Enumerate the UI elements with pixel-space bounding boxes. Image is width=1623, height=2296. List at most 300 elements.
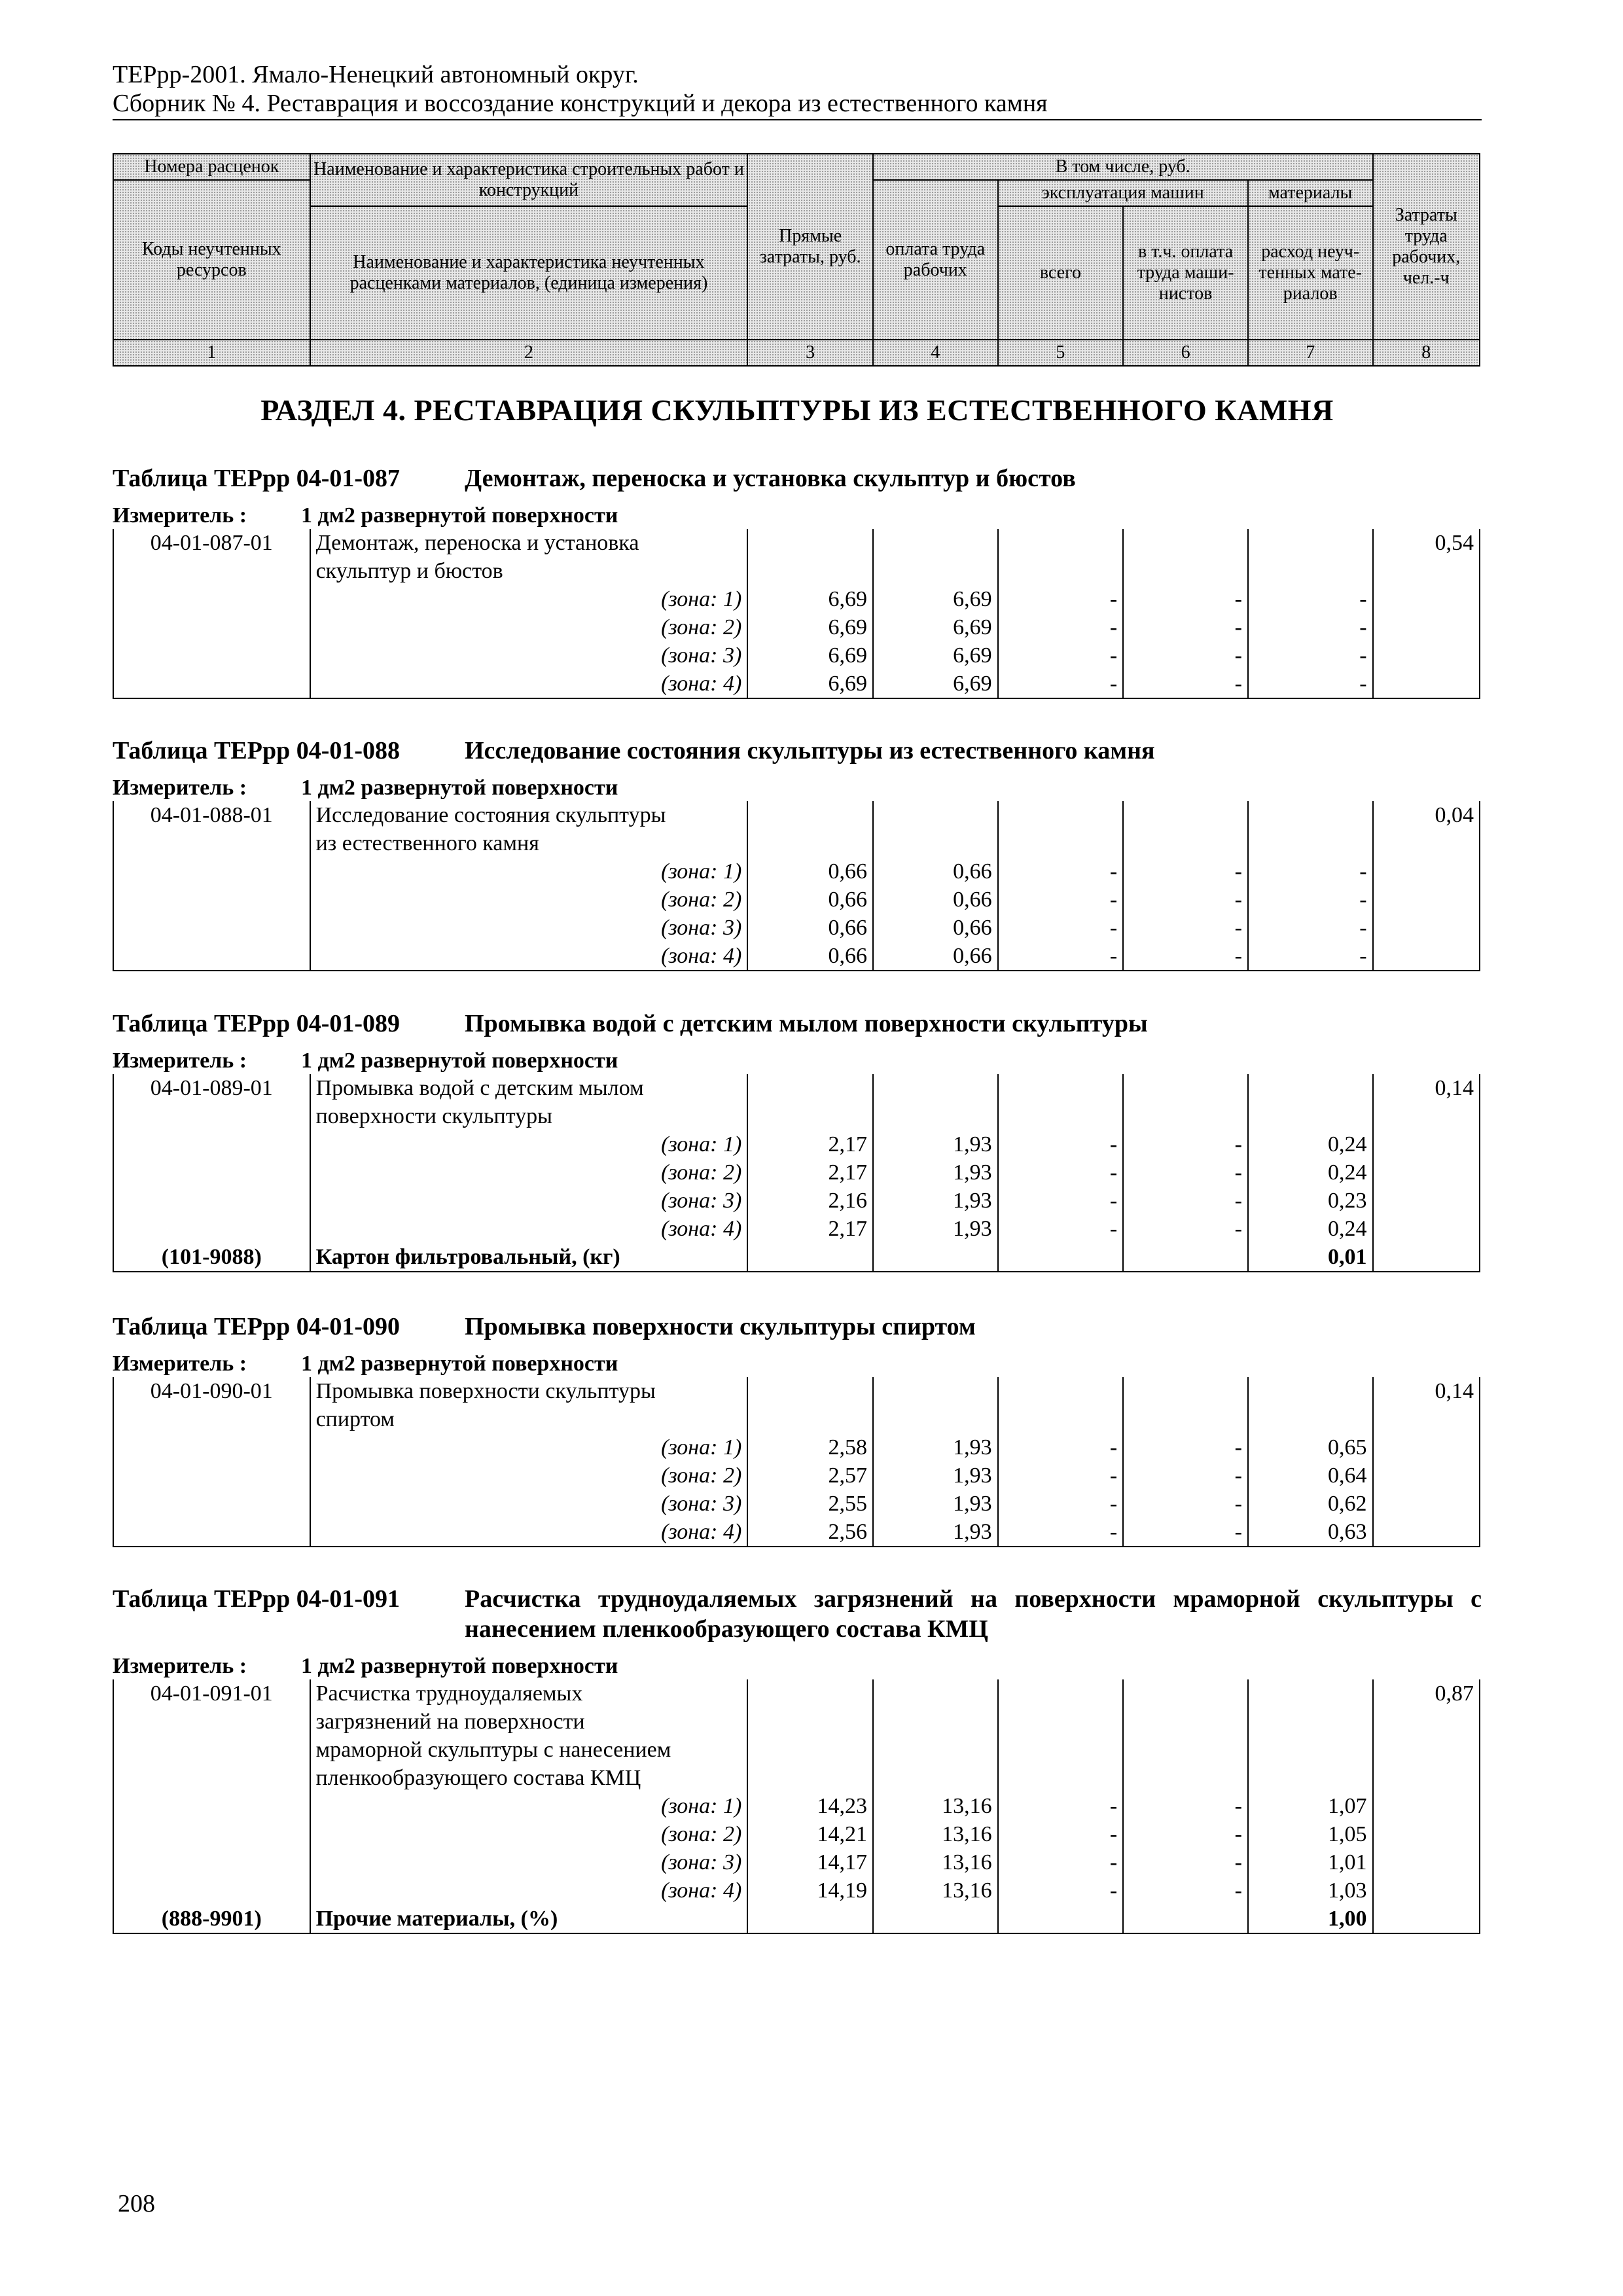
empty-cell xyxy=(113,1158,310,1187)
zone-value: - xyxy=(998,1820,1124,1848)
table-row xyxy=(113,1708,1480,1736)
table-title xyxy=(113,1009,1482,1039)
zone-value: 6,69 xyxy=(873,613,998,641)
table-row xyxy=(113,886,1480,914)
meter-unit: 1 дм2 развернутой поверхности xyxy=(301,1654,618,1678)
zone-value: - xyxy=(998,1433,1124,1462)
empty-cell xyxy=(998,1708,1124,1736)
empty-cell xyxy=(1123,1102,1248,1130)
empty-cell xyxy=(113,670,310,698)
empty-cell xyxy=(873,1243,998,1272)
zone-value: 6,69 xyxy=(747,585,873,613)
zone-value: 6,69 xyxy=(873,585,998,613)
empty-cell xyxy=(747,557,873,585)
colhead-machines: эксплуатация машин xyxy=(998,180,1248,206)
empty-cell xyxy=(1373,857,1480,886)
empty-cell xyxy=(113,1102,310,1130)
empty-cell xyxy=(873,1736,998,1764)
table-row xyxy=(113,942,1480,971)
meter-label: Измеритель : xyxy=(113,776,247,800)
empty-cell xyxy=(1248,1074,1373,1102)
empty-cell xyxy=(1248,529,1373,557)
empty-cell xyxy=(113,1462,310,1490)
table-row xyxy=(113,1876,1480,1905)
colhead-num-3: 3 xyxy=(747,340,873,366)
empty-cell xyxy=(1248,829,1373,857)
empty-cell xyxy=(1373,1792,1480,1820)
empty-cell xyxy=(1123,1905,1248,1933)
meter-unit: 1 дм2 развернутой поверхности xyxy=(301,1352,618,1376)
table-row xyxy=(113,1820,1480,1848)
empty-cell xyxy=(1248,557,1373,585)
zone-value: - xyxy=(998,1848,1124,1876)
empty-cell xyxy=(998,1905,1124,1933)
zone-value: 0,66 xyxy=(873,914,998,942)
empty-cell xyxy=(1373,914,1480,942)
table-row xyxy=(113,1433,1480,1462)
zone-value: - xyxy=(1123,670,1248,698)
zone-value: 0,63 xyxy=(1248,1518,1373,1547)
zone-label: (зона: 1) xyxy=(310,585,748,613)
resource-name: Прочие материалы, (%) xyxy=(310,1905,748,1933)
table-name: Демонтаж, переноска и установка скульптур и бюстов xyxy=(465,465,1076,492)
zone-value: 2,58 xyxy=(747,1433,873,1462)
page-header xyxy=(113,60,1482,120)
page-number: 208 xyxy=(118,2190,155,2217)
empty-cell xyxy=(1248,1102,1373,1130)
empty-cell xyxy=(1373,613,1480,641)
empty-cell xyxy=(113,641,310,670)
zone-value: 2,17 xyxy=(747,1158,873,1187)
zone-value: 0,24 xyxy=(1248,1158,1373,1187)
resource-row xyxy=(113,1905,1480,1933)
table-row xyxy=(113,1764,1480,1792)
labor-costs: 0,14 xyxy=(1373,1074,1480,1102)
table-name: Расчистка трудноудаляемых загрязнений на поверхности мраморной скульптуры с нанесением пленкообразующего состава КМЦ xyxy=(465,1585,1482,1643)
zone-value: 1,93 xyxy=(873,1462,998,1490)
resource-value: 1,00 xyxy=(1248,1905,1373,1933)
zone-value: - xyxy=(1123,1518,1248,1547)
table-code: Таблица ТЕРрр 04-01-090 xyxy=(113,1313,401,1340)
empty-cell xyxy=(1373,1130,1480,1158)
empty-cell xyxy=(113,1876,310,1905)
empty-cell xyxy=(1373,1848,1480,1876)
zone-value: - xyxy=(998,585,1124,613)
empty-cell xyxy=(1373,1736,1480,1764)
empty-cell xyxy=(998,1102,1124,1130)
empty-cell xyxy=(873,1102,998,1130)
table-name: Промывка водой с детским мылом поверхности скульптуры xyxy=(465,1010,1148,1037)
meter-label: Измеритель : xyxy=(113,1049,247,1073)
rate-code: 04-01-089-01 xyxy=(113,1074,310,1102)
zone-value: - xyxy=(1123,942,1248,971)
colhead-labor-costs: Затраты труда рабочих, чел.-ч xyxy=(1373,154,1480,340)
zone-value: - xyxy=(998,857,1124,886)
empty-cell xyxy=(1373,1215,1480,1243)
rate-table-block xyxy=(113,1312,1482,1547)
rate-code: 04-01-090-01 xyxy=(113,1377,310,1405)
resource-row xyxy=(113,1243,1480,1272)
empty-cell xyxy=(113,1130,310,1158)
zone-value: 14,21 xyxy=(747,1820,873,1848)
zone-value: - xyxy=(1123,1187,1248,1215)
meter-label: Измеритель : xyxy=(113,503,247,528)
empty-cell xyxy=(1373,1708,1480,1736)
zone-value: 1,93 xyxy=(873,1490,998,1518)
empty-cell xyxy=(1123,1708,1248,1736)
empty-cell xyxy=(113,1764,310,1792)
zone-label: (зона: 1) xyxy=(310,1433,748,1462)
zone-value: 0,65 xyxy=(1248,1433,1373,1462)
empty-cell xyxy=(747,1405,873,1433)
empty-cell xyxy=(998,1377,1124,1405)
table-meter xyxy=(113,1048,1482,1074)
zone-value: - xyxy=(998,1215,1124,1243)
empty-cell xyxy=(1123,1377,1248,1405)
labor-costs: 0,54 xyxy=(1373,529,1480,557)
resource-name: Картон фильтровальный, (кг) xyxy=(310,1243,748,1272)
zone-value: 2,16 xyxy=(747,1187,873,1215)
zone-value: - xyxy=(1123,641,1248,670)
zone-value: - xyxy=(998,1518,1124,1547)
rate-name-line: Расчистка трудноудаляемых xyxy=(310,1679,748,1708)
zone-value: - xyxy=(1248,857,1373,886)
rate-name-line: загрязнений на поверхности xyxy=(310,1708,748,1736)
rate-table xyxy=(113,1377,1480,1547)
empty-cell xyxy=(1248,801,1373,829)
rate-name-line: мраморной скульптуры с нанесением xyxy=(310,1736,748,1764)
empty-cell xyxy=(747,1679,873,1708)
meter-unit: 1 дм2 развернутой поверхности xyxy=(301,503,618,528)
table-name: Промывка поверхности скульптуры спиртом xyxy=(465,1313,976,1340)
empty-cell xyxy=(873,1377,998,1405)
zone-label: (зона: 3) xyxy=(310,1490,748,1518)
rate-table xyxy=(113,1679,1480,1934)
zone-value: 6,69 xyxy=(747,670,873,698)
colhead-wages: оплата труда рабочих xyxy=(873,180,998,340)
meter-label: Измеритель : xyxy=(113,1654,247,1678)
colhead-num-6: 6 xyxy=(1123,340,1248,366)
zone-value: 1,93 xyxy=(873,1158,998,1187)
empty-cell xyxy=(998,1405,1124,1433)
zone-value: - xyxy=(1123,1876,1248,1905)
zone-label: (зона: 1) xyxy=(310,857,748,886)
empty-cell xyxy=(113,914,310,942)
zone-value: - xyxy=(1123,1848,1248,1876)
empty-cell xyxy=(113,1848,310,1876)
colhead-machines-total: всего xyxy=(998,206,1124,340)
zone-value: 0,24 xyxy=(1248,1130,1373,1158)
empty-cell xyxy=(1373,942,1480,971)
zone-value: 1,93 xyxy=(873,1187,998,1215)
empty-cell xyxy=(113,613,310,641)
zone-value: 0,66 xyxy=(747,942,873,971)
labor-costs: 0,14 xyxy=(1373,1377,1480,1405)
table-row xyxy=(113,1848,1480,1876)
empty-cell xyxy=(1373,1490,1480,1518)
empty-cell xyxy=(1123,557,1248,585)
zone-label: (зона: 3) xyxy=(310,641,748,670)
empty-cell xyxy=(1373,829,1480,857)
empty-cell xyxy=(1373,1876,1480,1905)
table-title xyxy=(113,736,1482,766)
zone-label: (зона: 2) xyxy=(310,1820,748,1848)
table-code: Таблица ТЕРрр 04-01-091 xyxy=(113,1585,401,1613)
zone-value: 0,66 xyxy=(873,886,998,914)
empty-cell xyxy=(113,829,310,857)
table-row xyxy=(113,1679,1480,1708)
zone-label: (зона: 2) xyxy=(310,886,748,914)
zone-value: 13,16 xyxy=(873,1876,998,1905)
zone-value: 2,56 xyxy=(747,1518,873,1547)
zone-value: - xyxy=(1123,1792,1248,1820)
zone-value: - xyxy=(998,1158,1124,1187)
colhead-num-7: 7 xyxy=(1248,340,1373,366)
rate-name-line: пленкообразующего состава КМЦ xyxy=(310,1764,748,1792)
zone-value: - xyxy=(998,942,1124,971)
empty-cell xyxy=(113,1215,310,1243)
table-code: Таблица ТЕРрр 04-01-087 xyxy=(113,465,401,492)
zone-value: - xyxy=(1248,942,1373,971)
empty-cell xyxy=(998,1736,1124,1764)
empty-cell xyxy=(1373,557,1480,585)
table-code: Таблица ТЕРрр 04-01-089 xyxy=(113,1010,401,1037)
empty-cell xyxy=(113,585,310,613)
section-title: РАЗДЕЛ 4. РЕСТАВРАЦИЯ СКУЛЬПТУРЫ ИЗ ЕСТЕСТВЕННОГО КАМНЯ xyxy=(260,393,1334,427)
colhead-num-8: 8 xyxy=(1373,340,1480,366)
zone-value: - xyxy=(1123,1130,1248,1158)
column-header xyxy=(113,153,1480,367)
zone-value: - xyxy=(998,1792,1124,1820)
zone-value: 14,23 xyxy=(747,1792,873,1820)
empty-cell xyxy=(1373,585,1480,613)
zone-label: (зона: 4) xyxy=(310,1518,748,1547)
empty-cell xyxy=(113,1792,310,1820)
zone-value: - xyxy=(998,1187,1124,1215)
table-title xyxy=(113,1584,1482,1644)
colhead-num-4: 4 xyxy=(873,340,998,366)
resource-code: (888-9901) xyxy=(113,1905,310,1933)
empty-cell xyxy=(1373,1187,1480,1215)
empty-cell xyxy=(747,1764,873,1792)
empty-cell xyxy=(113,1820,310,1848)
zone-value: 1,93 xyxy=(873,1518,998,1547)
table-row xyxy=(113,1736,1480,1764)
zone-value: 0,62 xyxy=(1248,1490,1373,1518)
zone-value: - xyxy=(998,1490,1124,1518)
empty-cell xyxy=(1373,1102,1480,1130)
table-name: Исследование состояния скульптуры из естественного камня xyxy=(465,737,1155,764)
table-row xyxy=(113,1074,1480,1102)
zone-value: 1,93 xyxy=(873,1130,998,1158)
table-row xyxy=(113,1187,1480,1215)
empty-cell xyxy=(873,529,998,557)
empty-cell xyxy=(873,1905,998,1933)
zone-value: - xyxy=(998,886,1124,914)
zone-value: 1,93 xyxy=(873,1433,998,1462)
zone-value: 2,57 xyxy=(747,1462,873,1490)
empty-cell xyxy=(1373,886,1480,914)
colhead-machinist-wages: в т.ч. оплата труда маши-нистов xyxy=(1123,206,1248,340)
table-row xyxy=(113,1405,1480,1433)
empty-cell xyxy=(747,1905,873,1933)
zone-value: 2,17 xyxy=(747,1130,873,1158)
colhead-work-name: Наименование и характеристика строительных работ и конструкций xyxy=(310,154,748,206)
zone-value: 2,17 xyxy=(747,1215,873,1243)
zone-value: 0,64 xyxy=(1248,1462,1373,1490)
zone-label: (зона: 2) xyxy=(310,1462,748,1490)
empty-cell xyxy=(998,529,1124,557)
zone-value: - xyxy=(1123,1158,1248,1187)
zone-value: - xyxy=(1248,641,1373,670)
empty-cell xyxy=(747,829,873,857)
zone-value: 0,23 xyxy=(1248,1187,1373,1215)
empty-cell xyxy=(747,1074,873,1102)
empty-cell xyxy=(747,1736,873,1764)
empty-cell xyxy=(747,801,873,829)
empty-cell xyxy=(998,1243,1124,1272)
empty-cell xyxy=(1373,1905,1480,1933)
meter-label: Измеритель : xyxy=(113,1352,247,1376)
colhead-including: В том числе, руб. xyxy=(873,154,1373,180)
empty-cell xyxy=(113,886,310,914)
table-row xyxy=(113,1462,1480,1490)
zone-value: - xyxy=(998,1462,1124,1490)
zone-value: - xyxy=(1123,613,1248,641)
empty-cell xyxy=(113,1405,310,1433)
empty-cell xyxy=(747,1243,873,1272)
empty-cell xyxy=(1373,1764,1480,1792)
empty-cell xyxy=(113,942,310,971)
empty-cell xyxy=(873,1405,998,1433)
table-row xyxy=(113,1215,1480,1243)
empty-cell xyxy=(1373,1518,1480,1547)
zone-label: (зона: 3) xyxy=(310,914,748,942)
colhead-rate-numbers: Номера расценок xyxy=(113,154,310,180)
table-row xyxy=(113,1102,1480,1130)
zone-label: (зона: 1) xyxy=(310,1792,748,1820)
zone-value: - xyxy=(1123,886,1248,914)
zone-value: - xyxy=(1123,1215,1248,1243)
empty-cell xyxy=(873,557,998,585)
empty-cell xyxy=(747,1102,873,1130)
table-row xyxy=(113,801,1480,829)
table-title xyxy=(113,1312,1482,1342)
zone-value: - xyxy=(1123,857,1248,886)
rate-table xyxy=(113,529,1480,699)
empty-cell xyxy=(1123,1405,1248,1433)
table-row xyxy=(113,670,1480,698)
empty-cell xyxy=(1123,529,1248,557)
empty-cell xyxy=(1123,1764,1248,1792)
zone-label: (зона: 3) xyxy=(310,1187,748,1215)
zone-value: 0,66 xyxy=(873,942,998,971)
zone-value: 1,07 xyxy=(1248,1792,1373,1820)
empty-cell xyxy=(113,1518,310,1547)
zone-value: 0,24 xyxy=(1248,1215,1373,1243)
zone-value: - xyxy=(1248,613,1373,641)
zone-value: - xyxy=(1123,1490,1248,1518)
empty-cell xyxy=(1373,1243,1480,1272)
rate-table-block xyxy=(113,1584,1482,1934)
zone-value: 6,69 xyxy=(873,641,998,670)
meter-unit: 1 дм2 развернутой поверхности xyxy=(301,1049,618,1073)
zone-value: - xyxy=(998,1876,1124,1905)
empty-cell xyxy=(1248,1377,1373,1405)
zone-value: 14,17 xyxy=(747,1848,873,1876)
zone-value: 0,66 xyxy=(873,857,998,886)
zone-value: - xyxy=(1248,585,1373,613)
rate-code: 04-01-087-01 xyxy=(113,529,310,557)
empty-cell xyxy=(1373,670,1480,698)
empty-cell xyxy=(998,557,1124,585)
zone-value: 2,55 xyxy=(747,1490,873,1518)
empty-cell xyxy=(1123,829,1248,857)
colhead-resource-codes: Коды неучтенных ресурсов xyxy=(113,180,310,340)
zone-label: (зона: 4) xyxy=(310,670,748,698)
colhead-num-5: 5 xyxy=(998,340,1124,366)
empty-cell xyxy=(873,829,998,857)
empty-cell xyxy=(747,1708,873,1736)
table-row xyxy=(113,1158,1480,1187)
empty-cell xyxy=(1123,1679,1248,1708)
colhead-material-name: Наименование и характеристика неучтенных расценками материалов, (единица измерения) xyxy=(310,206,748,340)
rate-table xyxy=(113,1074,1480,1272)
empty-cell xyxy=(1248,1405,1373,1433)
labor-costs: 0,87 xyxy=(1373,1679,1480,1708)
table-meter xyxy=(113,503,1482,529)
zone-value: - xyxy=(1123,585,1248,613)
resource-value: 0,01 xyxy=(1248,1243,1373,1272)
empty-cell xyxy=(1123,801,1248,829)
empty-cell xyxy=(747,529,873,557)
meter-unit: 1 дм2 развернутой поверхности xyxy=(301,776,618,800)
zone-value: 1,93 xyxy=(873,1215,998,1243)
colhead-direct-costs: Прямые затраты, руб. xyxy=(747,154,873,340)
zone-value: 0,66 xyxy=(747,886,873,914)
table-title xyxy=(113,463,1482,493)
zone-value: - xyxy=(1248,670,1373,698)
empty-cell xyxy=(1373,1433,1480,1462)
zone-value: - xyxy=(1123,1462,1248,1490)
empty-cell xyxy=(998,1074,1124,1102)
empty-cell xyxy=(873,1074,998,1102)
header-rule xyxy=(113,119,1482,120)
zone-label: (зона: 4) xyxy=(310,942,748,971)
rate-name-line: скульптур и бюстов xyxy=(310,557,748,585)
zone-value: 0,66 xyxy=(747,914,873,942)
empty-cell xyxy=(1248,1708,1373,1736)
empty-cell xyxy=(1373,1820,1480,1848)
empty-cell xyxy=(113,857,310,886)
empty-cell xyxy=(998,1679,1124,1708)
empty-cell xyxy=(1123,1074,1248,1102)
empty-cell xyxy=(1373,641,1480,670)
rate-table xyxy=(113,801,1480,971)
rate-name-line: поверхности скульптуры xyxy=(310,1102,748,1130)
rate-name-line: Демонтаж, переноска и установка xyxy=(310,529,748,557)
empty-cell xyxy=(998,829,1124,857)
rate-name-line: Промывка поверхности скульптуры xyxy=(310,1377,748,1405)
zone-value: - xyxy=(998,1130,1124,1158)
table-meter xyxy=(113,1351,1482,1377)
zone-value: 1,03 xyxy=(1248,1876,1373,1905)
zone-value: - xyxy=(1123,1433,1248,1462)
zone-value: 13,16 xyxy=(873,1848,998,1876)
zone-label: (зона: 2) xyxy=(310,613,748,641)
header-title: ТЕРрр-2001. Ямало-Ненецкий автономный округ. xyxy=(113,61,639,88)
labor-costs: 0,04 xyxy=(1373,801,1480,829)
